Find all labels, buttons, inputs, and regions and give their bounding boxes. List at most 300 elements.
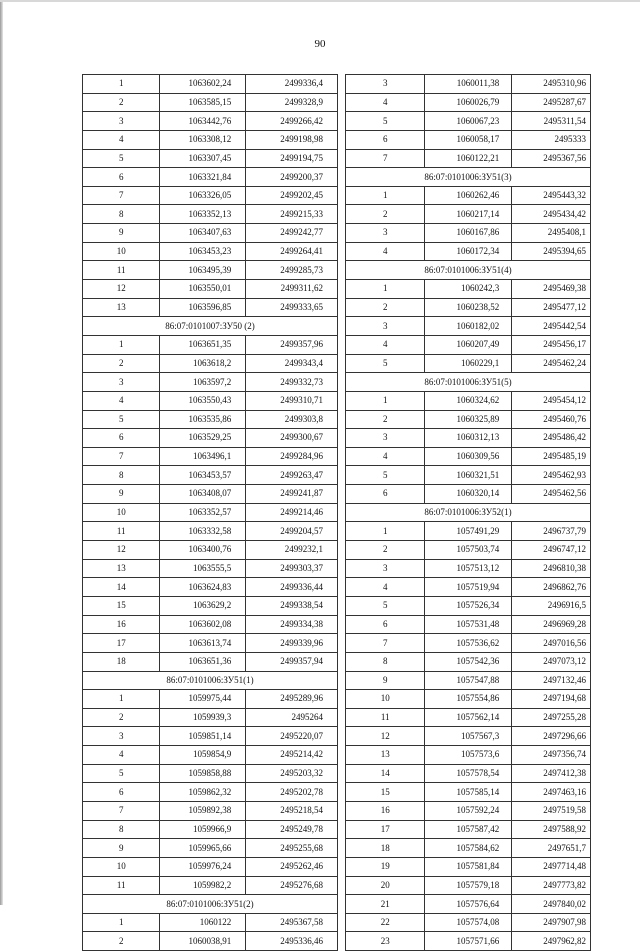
y-coordinate-cell: 2499310,71: [246, 391, 338, 410]
table-row: [83, 559, 338, 578]
y-coordinate-cell: 2497255,28: [512, 708, 591, 727]
y-coordinate-cell: 2499332,73: [246, 373, 338, 392]
parcel-header-row: [346, 168, 591, 187]
x-coordinate-cell: 1060172,34: [425, 242, 512, 261]
x-coordinate-cell: 1060038,91: [160, 932, 246, 951]
x-coordinate-cell: 1063555,5: [160, 559, 246, 578]
y-coordinate-cell: 2499263,47: [246, 466, 338, 485]
point-number-cell: 5: [346, 112, 425, 131]
table-row: [346, 708, 591, 727]
parcel-header-row: [346, 503, 591, 522]
y-coordinate-cell: 2495287,67: [512, 93, 591, 112]
table-row: [346, 391, 591, 410]
table-row: [346, 652, 591, 671]
table-row: [346, 876, 591, 895]
x-coordinate-cell: 1063602,08: [160, 615, 246, 634]
y-coordinate-cell: 2499198,98: [246, 130, 338, 149]
parcel-header-row: [346, 373, 591, 392]
table-row: [346, 932, 591, 951]
y-coordinate-cell: 2495289,96: [246, 690, 338, 709]
x-coordinate-cell: 1063307,45: [160, 149, 246, 168]
table-row: [83, 578, 338, 597]
y-coordinate-cell: 2495442,54: [512, 317, 591, 336]
parcel-header: 86:07:0101006:ЗУ51(3): [346, 168, 591, 187]
y-coordinate-cell: 2495462,56: [512, 485, 591, 504]
point-number-cell: 5: [83, 410, 160, 429]
point-number-cell: 17: [346, 820, 425, 839]
x-coordinate-cell: 1060312,13: [425, 429, 512, 448]
x-coordinate-cell: 1060262,46: [425, 186, 512, 205]
point-number-cell: 2: [346, 205, 425, 224]
point-number-cell: 1: [346, 280, 425, 299]
table-row: [83, 764, 338, 783]
x-coordinate-cell: 1060229,1: [425, 354, 512, 373]
x-coordinate-cell: 1060325,89: [425, 410, 512, 429]
y-coordinate-cell: 2495454,12: [512, 391, 591, 410]
x-coordinate-cell: 1057573,6: [425, 746, 512, 765]
x-coordinate-cell: 1063529,25: [160, 429, 246, 448]
x-coordinate-cell: 1063535,86: [160, 410, 246, 429]
table-row: [83, 652, 338, 671]
table-row: [83, 75, 338, 94]
x-coordinate-cell: 1059892,38: [160, 801, 246, 820]
table-row: [346, 746, 591, 765]
point-number-cell: 12: [83, 280, 160, 299]
x-coordinate-cell: 1063453,57: [160, 466, 246, 485]
x-coordinate-cell: 1060167,86: [425, 224, 512, 243]
y-coordinate-cell: 2499266,42: [246, 112, 338, 131]
table-row: [83, 205, 338, 224]
y-coordinate-cell: 2497907,98: [512, 913, 591, 932]
point-number-cell: 19: [346, 857, 425, 876]
table-row: [346, 93, 591, 112]
table-row: [83, 913, 338, 932]
point-number-cell: 5: [83, 764, 160, 783]
x-coordinate-cell: 1057491,29: [425, 522, 512, 541]
table-row: [346, 895, 591, 914]
point-number-cell: 11: [83, 261, 160, 280]
point-number-cell: 10: [83, 503, 160, 522]
x-coordinate-cell: 1060058,17: [425, 130, 512, 149]
point-number-cell: 5: [83, 149, 160, 168]
table-row: [346, 596, 591, 615]
y-coordinate-cell: 2497840,02: [512, 895, 591, 914]
x-coordinate-cell: 1059939,3: [160, 708, 246, 727]
y-coordinate-cell: 2495462,24: [512, 354, 591, 373]
point-number-cell: 8: [83, 820, 160, 839]
table-row: [83, 522, 338, 541]
parcel-header: 86:07:0101006:ЗУ51(5): [346, 373, 591, 392]
x-coordinate-cell: 1059975,44: [160, 690, 246, 709]
table-row: [346, 690, 591, 709]
table-row: [83, 335, 338, 354]
table-row: [83, 354, 338, 373]
table-row: [83, 615, 338, 634]
parcel-header-row: [83, 317, 338, 336]
point-number-cell: 3: [346, 317, 425, 336]
x-coordinate-cell: 1063352,57: [160, 503, 246, 522]
y-coordinate-cell: 2497412,38: [512, 764, 591, 783]
table-row: [346, 354, 591, 373]
y-coordinate-cell: 2496969,28: [512, 615, 591, 634]
x-coordinate-cell: 1057536,62: [425, 634, 512, 653]
x-coordinate-cell: 1057578,54: [425, 764, 512, 783]
table-row: [83, 876, 338, 895]
table-row: [346, 541, 591, 560]
x-coordinate-cell: 1063624,83: [160, 578, 246, 597]
table-row: [346, 485, 591, 504]
table-row: [346, 186, 591, 205]
x-coordinate-cell: 1057571,66: [425, 932, 512, 951]
x-coordinate-cell: 1060122: [160, 913, 246, 932]
table-row: [346, 298, 591, 317]
point-number-cell: 2: [83, 932, 160, 951]
point-number-cell: 4: [346, 335, 425, 354]
table-row: [346, 615, 591, 634]
table-row: [83, 112, 338, 131]
point-number-cell: 3: [346, 224, 425, 243]
y-coordinate-cell: 2499241,87: [246, 485, 338, 504]
coordinates-table-left-body: [83, 75, 338, 951]
point-number-cell: 7: [83, 801, 160, 820]
point-number-cell: 12: [346, 727, 425, 746]
table-row: [83, 186, 338, 205]
y-coordinate-cell: 2495477,12: [512, 298, 591, 317]
x-coordinate-cell: 1057531,48: [425, 615, 512, 634]
x-coordinate-cell: 1057581,84: [425, 857, 512, 876]
table-row: [346, 205, 591, 224]
point-number-cell: 16: [83, 615, 160, 634]
y-coordinate-cell: 2495203,32: [246, 764, 338, 783]
x-coordinate-cell: 1063308,12: [160, 130, 246, 149]
y-coordinate-cell: 2495255,68: [246, 839, 338, 858]
point-number-cell: 4: [346, 242, 425, 261]
table-row: [83, 839, 338, 858]
y-coordinate-cell: 2495485,19: [512, 447, 591, 466]
point-number-cell: 21: [346, 895, 425, 914]
table-row: [346, 839, 591, 858]
table-row: [346, 447, 591, 466]
table-row: [83, 783, 338, 802]
point-number-cell: 8: [346, 652, 425, 671]
table-row: [346, 783, 591, 802]
y-coordinate-cell: 2495333: [512, 130, 591, 149]
x-coordinate-cell: 1059965,66: [160, 839, 246, 858]
point-number-cell: 2: [83, 93, 160, 112]
table-row: [346, 242, 591, 261]
y-coordinate-cell: 2499336,44: [246, 578, 338, 597]
table-row: [83, 746, 338, 765]
point-number-cell: 3: [83, 373, 160, 392]
table-row: [83, 130, 338, 149]
table-row: [83, 280, 338, 299]
x-coordinate-cell: 1057547,88: [425, 671, 512, 690]
y-coordinate-cell: 2499311,62: [246, 280, 338, 299]
y-coordinate-cell: 2495336,46: [246, 932, 338, 951]
y-coordinate-cell: 2496810,38: [512, 559, 591, 578]
point-number-cell: 15: [346, 783, 425, 802]
y-coordinate-cell: 2495311,54: [512, 112, 591, 131]
y-coordinate-cell: 2495469,38: [512, 280, 591, 299]
y-coordinate-cell: 2496737,79: [512, 522, 591, 541]
y-coordinate-cell: 2499357,96: [246, 335, 338, 354]
coordinates-table-left: [82, 74, 338, 951]
point-number-cell: 4: [346, 447, 425, 466]
y-coordinate-cell: 2496916,5: [512, 596, 591, 615]
x-coordinate-cell: 1060321,51: [425, 466, 512, 485]
table-row: [346, 727, 591, 746]
point-number-cell: 5: [346, 466, 425, 485]
x-coordinate-cell: 1057592,24: [425, 801, 512, 820]
y-coordinate-cell: 2497296,66: [512, 727, 591, 746]
y-coordinate-cell: 2495408,1: [512, 224, 591, 243]
y-coordinate-cell: 2495218,54: [246, 801, 338, 820]
x-coordinate-cell: 1063453,23: [160, 242, 246, 261]
point-number-cell: 16: [346, 801, 425, 820]
point-number-cell: 7: [83, 186, 160, 205]
table-row: [83, 447, 338, 466]
point-number-cell: 4: [346, 93, 425, 112]
x-coordinate-cell: 1060242,3: [425, 280, 512, 299]
y-coordinate-cell: 2497651,7: [512, 839, 591, 858]
point-number-cell: 12: [83, 541, 160, 560]
y-coordinate-cell: 2499357,94: [246, 652, 338, 671]
y-coordinate-cell: 2497356,74: [512, 746, 591, 765]
y-coordinate-cell: 2499242,77: [246, 224, 338, 243]
x-coordinate-cell: 1063442,76: [160, 112, 246, 131]
y-coordinate-cell: 2499303,8: [246, 410, 338, 429]
x-coordinate-cell: 1057526,34: [425, 596, 512, 615]
y-coordinate-cell: 2495220,07: [246, 727, 338, 746]
table-row: [83, 168, 338, 187]
y-coordinate-cell: 2495310,96: [512, 75, 591, 94]
y-coordinate-cell: 2495443,32: [512, 186, 591, 205]
y-coordinate-cell: 2499333,65: [246, 298, 338, 317]
x-coordinate-cell: 1063408,07: [160, 485, 246, 504]
parcel-header-row: [83, 895, 338, 914]
x-coordinate-cell: 1063651,36: [160, 652, 246, 671]
x-coordinate-cell: 1059966,9: [160, 820, 246, 839]
y-coordinate-cell: 2495202,78: [246, 783, 338, 802]
y-coordinate-cell: 2499303,37: [246, 559, 338, 578]
y-coordinate-cell: 2499284,96: [246, 447, 338, 466]
table-row: [83, 373, 338, 392]
x-coordinate-cell: 1057585,14: [425, 783, 512, 802]
table-row: [83, 298, 338, 317]
point-number-cell: 9: [83, 839, 160, 858]
point-number-cell: 15: [83, 596, 160, 615]
table-row: [346, 559, 591, 578]
x-coordinate-cell: 1057554,86: [425, 690, 512, 709]
point-number-cell: 18: [346, 839, 425, 858]
point-number-cell: 2: [346, 541, 425, 560]
point-number-cell: 1: [83, 913, 160, 932]
table-row: [346, 522, 591, 541]
x-coordinate-cell: 1057587,42: [425, 820, 512, 839]
x-coordinate-cell: 1060122,21: [425, 149, 512, 168]
y-coordinate-cell: 2495276,68: [246, 876, 338, 895]
x-coordinate-cell: 1063596,85: [160, 298, 246, 317]
point-number-cell: 4: [83, 130, 160, 149]
table-row: [83, 541, 338, 560]
table-row: [346, 75, 591, 94]
point-number-cell: 14: [83, 578, 160, 597]
y-coordinate-cell: 2499214,46: [246, 503, 338, 522]
x-coordinate-cell: 1059851,14: [160, 727, 246, 746]
x-coordinate-cell: 1063321,84: [160, 168, 246, 187]
y-coordinate-cell: 2499215,33: [246, 205, 338, 224]
x-coordinate-cell: 1059982,2: [160, 876, 246, 895]
table-row: [83, 801, 338, 820]
x-coordinate-cell: 1063496,1: [160, 447, 246, 466]
table-row: [83, 596, 338, 615]
table-row: [83, 149, 338, 168]
x-coordinate-cell: 1060320,14: [425, 485, 512, 504]
point-number-cell: 6: [83, 168, 160, 187]
parcel-header: 86:07:0101006:ЗУ51(1): [83, 671, 338, 690]
x-coordinate-cell: 1059858,88: [160, 764, 246, 783]
point-number-cell: 11: [83, 876, 160, 895]
table-row: [83, 857, 338, 876]
x-coordinate-cell: 1063651,35: [160, 335, 246, 354]
point-number-cell: 23: [346, 932, 425, 951]
table-row: [346, 317, 591, 336]
y-coordinate-cell: 2496747,12: [512, 541, 591, 560]
y-coordinate-cell: 2495486,42: [512, 429, 591, 448]
x-coordinate-cell: 1063597,2: [160, 373, 246, 392]
y-coordinate-cell: 2497962,82: [512, 932, 591, 951]
table-row: [346, 801, 591, 820]
point-number-cell: 3: [83, 727, 160, 746]
y-coordinate-cell: 2497463,16: [512, 783, 591, 802]
x-coordinate-cell: 1063629,2: [160, 596, 246, 615]
point-number-cell: 3: [346, 429, 425, 448]
y-coordinate-cell: 2499328,9: [246, 93, 338, 112]
table-row: [346, 130, 591, 149]
y-coordinate-cell: 2495460,76: [512, 410, 591, 429]
table-row: [83, 429, 338, 448]
y-coordinate-cell: 2497132,46: [512, 671, 591, 690]
y-coordinate-cell: 2497194,68: [512, 690, 591, 709]
y-coordinate-cell: 2496862,76: [512, 578, 591, 597]
x-coordinate-cell: 1063400,76: [160, 541, 246, 560]
point-number-cell: 4: [346, 578, 425, 597]
y-coordinate-cell: 2497073,12: [512, 652, 591, 671]
x-coordinate-cell: 1063332,58: [160, 522, 246, 541]
point-number-cell: 7: [83, 447, 160, 466]
x-coordinate-cell: 1057567,3: [425, 727, 512, 746]
table-row: [83, 242, 338, 261]
point-number-cell: 8: [83, 205, 160, 224]
point-number-cell: 4: [83, 746, 160, 765]
table-row: [83, 391, 338, 410]
y-coordinate-cell: 2497519,58: [512, 801, 591, 820]
point-number-cell: 6: [83, 783, 160, 802]
x-coordinate-cell: 1063495,39: [160, 261, 246, 280]
y-coordinate-cell: 2497773,82: [512, 876, 591, 895]
table-row: [346, 820, 591, 839]
y-coordinate-cell: 2499336,4: [246, 75, 338, 94]
point-number-cell: 13: [83, 298, 160, 317]
x-coordinate-cell: 1060238,52: [425, 298, 512, 317]
x-coordinate-cell: 1057576,64: [425, 895, 512, 914]
point-number-cell: 2: [346, 410, 425, 429]
x-coordinate-cell: 1057519,94: [425, 578, 512, 597]
table-row: [346, 112, 591, 131]
x-coordinate-cell: 1063613,74: [160, 634, 246, 653]
point-number-cell: 2: [346, 298, 425, 317]
x-coordinate-cell: 1063585,15: [160, 93, 246, 112]
point-number-cell: 2: [83, 354, 160, 373]
table-row: [83, 466, 338, 485]
point-number-cell: 5: [346, 596, 425, 615]
point-number-cell: 11: [83, 522, 160, 541]
point-number-cell: 3: [83, 112, 160, 131]
table-row: [83, 485, 338, 504]
point-number-cell: 6: [346, 615, 425, 634]
parcel-header: 86:07:0101007:ЗУ50 (2): [83, 317, 338, 336]
point-number-cell: 1: [346, 391, 425, 410]
point-number-cell: 13: [346, 746, 425, 765]
table-row: [346, 578, 591, 597]
y-coordinate-cell: 2499334,38: [246, 615, 338, 634]
y-coordinate-cell: 2495249,78: [246, 820, 338, 839]
point-number-cell: 7: [346, 149, 425, 168]
parcel-header: 86:07:0101006:ЗУ52(1): [346, 503, 591, 522]
table-row: [346, 634, 591, 653]
x-coordinate-cell: 1060207,49: [425, 335, 512, 354]
y-coordinate-cell: 2499202,45: [246, 186, 338, 205]
table-row: [83, 727, 338, 746]
x-coordinate-cell: 1063550,43: [160, 391, 246, 410]
x-coordinate-cell: 1063326,05: [160, 186, 246, 205]
point-number-cell: 3: [346, 75, 425, 94]
table-row: [83, 93, 338, 112]
point-number-cell: 9: [83, 224, 160, 243]
y-coordinate-cell: 2499194,75: [246, 149, 338, 168]
point-number-cell: 10: [346, 690, 425, 709]
point-number-cell: 10: [83, 857, 160, 876]
y-coordinate-cell: 2495462,93: [512, 466, 591, 485]
x-coordinate-cell: 1057584,62: [425, 839, 512, 858]
table-row: [83, 503, 338, 522]
y-coordinate-cell: 2499339,96: [246, 634, 338, 653]
y-coordinate-cell: 2495367,56: [512, 149, 591, 168]
table-row: [346, 857, 591, 876]
table-row: [346, 913, 591, 932]
scan-edge: [0, 0, 3, 905]
page-number: 90: [314, 38, 326, 50]
y-coordinate-cell: 2495262,46: [246, 857, 338, 876]
y-coordinate-cell: 2499300,67: [246, 429, 338, 448]
point-number-cell: 6: [83, 429, 160, 448]
y-coordinate-cell: 2499200,37: [246, 168, 338, 187]
x-coordinate-cell: 1063407,63: [160, 224, 246, 243]
y-coordinate-cell: 2499264,41: [246, 242, 338, 261]
point-number-cell: 9: [83, 485, 160, 504]
table-row: [83, 708, 338, 727]
table-row: [346, 466, 591, 485]
y-coordinate-cell: 2497714,48: [512, 857, 591, 876]
y-coordinate-cell: 2495456,17: [512, 335, 591, 354]
table-row: [83, 690, 338, 709]
x-coordinate-cell: 1057513,12: [425, 559, 512, 578]
point-number-cell: 1: [83, 335, 160, 354]
point-number-cell: 6: [346, 485, 425, 504]
point-number-cell: 6: [346, 130, 425, 149]
table-row: [346, 280, 591, 299]
point-number-cell: 9: [346, 671, 425, 690]
